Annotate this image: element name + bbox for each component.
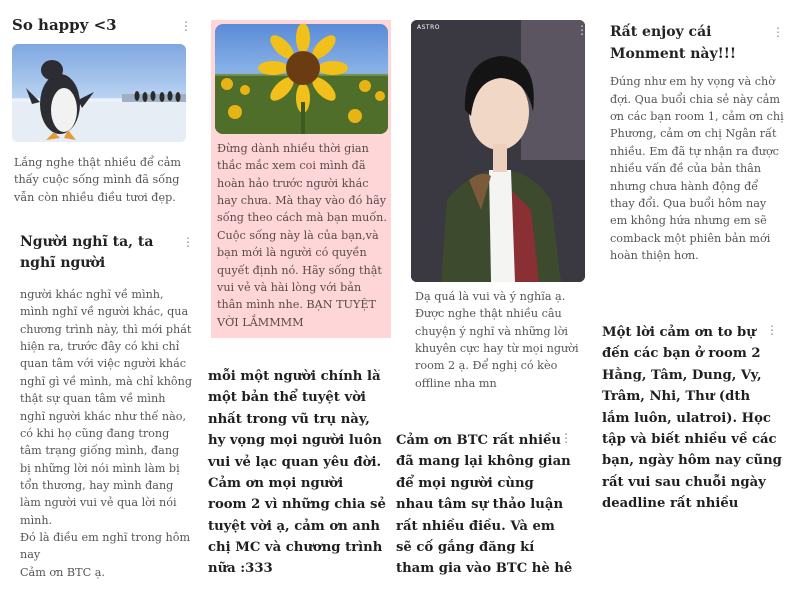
- post-card[interactable]: [610, 22, 785, 264]
- post-text: Đúng như em hy vọng và chờ đợi. Qua buổi chia sẻ này cảm ơn các bạn room 1, cảm ơn chị Phương, cảm ơn chị Ngân rất nhiều. Em đã tự nhận ra được nhiều vấn đề của bản thân nhưng chưa hành động để thay đổi. Qua buổi hôm nay em không hứa nhưng em sẽ comback một phiên bản mới hoàn thiện hơn.: [610, 75, 784, 262]
- post-title: Rất enjoy cái Monment này!!!: [610, 24, 737, 62]
- more-vertical-icon[interactable]: [766, 324, 778, 336]
- post-text: người khác nghĩ về mình, mình nghĩ về người khác, qua chương trình này, thì mới phát hiện ra, trước đây có khi chỉ quan tâm với việc người khác nghĩ gì về mình, mà chỉ không thật sự quan tâm về mình nghĩ người khác như thế nào, có khi họ cũng đang trong tâm trạng giống mình, đang bị những lời nói mình làm bị tổn thương, hay mình đang làm người vui vẻ qua lời nói mình. Đó là điều em nghĩ trong hôm nay Cảm ơn BTC ạ.: [20, 288, 192, 579]
- more-vertical-icon[interactable]: [772, 26, 784, 38]
- post-title: Người nghĩ ta, ta nghĩ người: [20, 234, 154, 271]
- sunflower-image: [215, 24, 388, 134]
- portrait-image-art: [411, 20, 585, 282]
- person-portrait-image: [411, 20, 585, 282]
- post-title: So happy <3: [12, 16, 117, 34]
- post-card[interactable]: [602, 322, 782, 514]
- post-card[interactable]: [208, 366, 386, 580]
- post-text: Cảm ơn BTC rất nhiều đã mang lại không gian để mọi người cùng nhau tâm sự thảo luận rất nhiều điều. Và em sẽ cố gắng đăng kí tham gia vào BTC hè hê: [396, 433, 573, 577]
- sunflower-image-art: [215, 24, 388, 134]
- more-vertical-icon[interactable]: [379, 26, 391, 38]
- post-text: mỗi một người chính là một bản thể tuyệt vời nhất trong vũ trụ này, hy vọng mọi người luôn vui vẻ lạc quan yêu đời. Cảm ơn mọi người room 2 vì những chia sẻ tuyệt vời ạ, cảm ơn anh chị MC và chương trình nữa :333: [208, 369, 386, 577]
- post-text: Dạ quá là vui và ý nghĩa ạ. Được nghe thật nhiều câu chuyện ý nghĩ và những lời khuyên cực hay từ mọi người room 2 ạ. Để nghị có kèo offline nha mn: [415, 290, 579, 390]
- more-vertical-icon[interactable]: [180, 20, 192, 32]
- astro-logo: ASTRO: [417, 24, 440, 31]
- post-card[interactable]: [20, 232, 192, 581]
- post-card[interactable]: [211, 20, 391, 338]
- more-vertical-icon[interactable]: [560, 432, 572, 444]
- post-card[interactable]: [396, 430, 574, 580]
- penguin-image-art: [12, 44, 186, 142]
- post-card[interactable]: [12, 16, 190, 206]
- post-card[interactable]: [411, 20, 587, 392]
- more-vertical-icon[interactable]: [373, 368, 385, 380]
- post-text: Lắng nghe thật nhiều để cảm thấy cuộc sống mình đã sống vẫn còn nhiều điều tươi đẹp.: [14, 156, 181, 204]
- post-text: Một lời cảm ơn to bự đến các bạn ở room 2 Hằng, Tâm, Dung, Vy, Trâm, Nhi, Thư (dth lắm luôn, ulatroi). Học tập và biết nhiều về các bạn, ngày hôm nay cũng rất vui sau chuỗi ngày deadline rất nhiều: [602, 325, 782, 511]
- more-vertical-icon[interactable]: [576, 24, 588, 36]
- post-text: Đừng dành nhiều thời gian thắc mắc xem coi mình đã hoàn hảo trước người khác hay chưa. Mà thay vào đó hãy sống theo cách mà bạn muốn. Cuộc sống này là của bạn,và bạn mới là người có quyền quyết định nó. Hãy sống thật vui vẻ và hài lòng với bản thân mình nhe. BẠN TUYỆT VỜI LẮMMMM: [217, 142, 387, 329]
- more-vertical-icon[interactable]: [182, 236, 194, 248]
- penguin-dancing-image: [12, 44, 186, 142]
